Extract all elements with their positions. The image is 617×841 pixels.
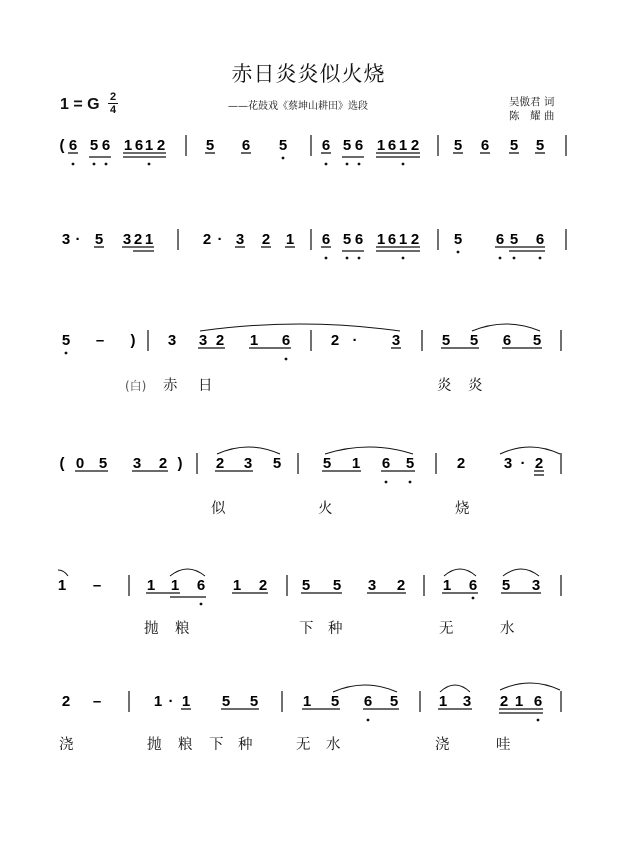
slur-arc (325, 447, 413, 454)
composer-credit: 陈 耀 曲 (509, 110, 555, 122)
octave-dot (402, 257, 405, 260)
note-digit: 1 (232, 577, 242, 594)
note-digit: 5 (535, 137, 545, 154)
octave-dot (367, 719, 370, 722)
lyric-syllable: 似 (211, 501, 226, 517)
time-denominator: 4 (109, 104, 117, 116)
note-digit: 6 (354, 137, 364, 154)
note-digit: 3 (235, 231, 245, 248)
lyricist-credit: 吴傲君 词 (509, 96, 555, 108)
note-digit: 3 (167, 332, 177, 349)
octave-dot (402, 163, 405, 166)
note-digit: – (92, 577, 102, 594)
note-digit: 2 (215, 332, 225, 349)
note-digit: 1 (144, 231, 154, 248)
note-digit: · (352, 332, 358, 349)
time-numerator: 2 (109, 91, 117, 103)
lyric-syllable: 浇 (435, 737, 450, 753)
note-digit: 3 (61, 231, 71, 248)
note-digit: 6 (321, 231, 331, 248)
note-digit: 6 (321, 137, 331, 154)
octave-dot (499, 257, 502, 260)
note-digit: 5 (332, 577, 342, 594)
note-digit: 6 (196, 577, 206, 594)
note-digit: 5 (509, 137, 519, 154)
note-digit: · (520, 455, 526, 472)
note-digit: ( (59, 137, 65, 154)
octave-dot (105, 163, 108, 166)
note-digit: 6 (533, 693, 543, 710)
note-digit: 5 (389, 693, 399, 710)
note-digit: 5 (441, 332, 451, 349)
note-digit: 6 (134, 137, 144, 154)
note-digit: 1 (146, 577, 156, 594)
note-digit: 1 (249, 332, 259, 349)
note-digit: 3 (391, 332, 401, 349)
note-digit: 3 (243, 455, 253, 472)
note-digit: 1 (144, 137, 154, 154)
note-digit: 1 (285, 231, 295, 248)
octave-dot (72, 163, 75, 166)
note-digit: 2 (258, 577, 268, 594)
note-digit: 2 (534, 455, 544, 472)
note-digit: 5 (330, 693, 340, 710)
note-digit: 2 (456, 455, 466, 472)
note-digit: 1 (442, 577, 452, 594)
octave-dot (346, 163, 349, 166)
octave-dot (472, 597, 475, 600)
note-digit: 5 (249, 693, 259, 710)
note-digit: 1 (376, 137, 386, 154)
note-digit: · (217, 231, 223, 248)
note-digit: 5 (405, 455, 415, 472)
note-digit: 6 (68, 137, 78, 154)
tie-continuation (58, 570, 68, 576)
note-digit: 2 (202, 231, 212, 248)
note-digit: · (75, 231, 81, 248)
note-digit: 3 (531, 577, 541, 594)
note-digit: 1 (123, 137, 133, 154)
slur-arc (500, 447, 560, 454)
note-digit: 3 (503, 455, 513, 472)
slur-arc (500, 683, 560, 690)
octave-dot (93, 163, 96, 166)
octave-dot (282, 157, 285, 160)
note-digit: 5 (205, 137, 215, 154)
note-digit: 5 (322, 455, 332, 472)
octave-dot (148, 163, 151, 166)
octave-dot (65, 352, 68, 355)
note-digit: 5 (453, 231, 463, 248)
spoken-marker: (白) (125, 379, 147, 393)
note-digit: 3 (462, 693, 472, 710)
note-digit: 6 (363, 693, 373, 710)
lyric-syllable: 水 (326, 737, 341, 753)
lyric-syllable: 下 (299, 621, 314, 637)
lyric-syllable: 浇 (59, 737, 74, 753)
note-digit: 6 (502, 332, 512, 349)
note-digit: 2 (156, 137, 166, 154)
slur-arc (217, 447, 280, 454)
octave-dot (358, 257, 361, 260)
lyric-syllable: 种 (328, 621, 343, 637)
octave-dot (537, 719, 540, 722)
octave-dot (409, 481, 412, 484)
note-digit: 5 (509, 231, 519, 248)
lyric-syllable: 烧 (455, 501, 470, 517)
note-digit: 6 (281, 332, 291, 349)
lyric-syllable: 日 (198, 378, 213, 394)
note-digit: 5 (532, 332, 542, 349)
note-digit: 6 (354, 231, 364, 248)
note-digit: 5 (278, 137, 288, 154)
lyric-syllable: 抛 (144, 621, 159, 637)
octave-dot (539, 257, 542, 260)
note-digit: 6 (101, 137, 111, 154)
note-digit: 6 (480, 137, 490, 154)
note-digit: 2 (410, 137, 420, 154)
lyric-syllable: 无 (439, 621, 454, 637)
lyric-syllable: 抛 (147, 737, 162, 753)
note-digit: 5 (301, 577, 311, 594)
lyric-syllable: 水 (500, 621, 515, 637)
note-digit: 1 (153, 693, 163, 710)
slur-arc (472, 324, 540, 331)
octave-dot (385, 481, 388, 484)
note-digit: 6 (468, 577, 478, 594)
note-digit: 1 (170, 577, 180, 594)
note-digit: 5 (469, 332, 479, 349)
note-digit: 2 (396, 577, 406, 594)
song-title: 赤日炎炎似火烧 (231, 62, 386, 86)
lyric-syllable: 粮 (178, 737, 193, 753)
lyric-syllable: 炎 (437, 378, 452, 394)
note-digit: 1 (438, 693, 448, 710)
lyric-syllable: 粮 (175, 621, 190, 637)
lyric-syllable: 哇 (496, 737, 511, 753)
octave-dot (513, 257, 516, 260)
note-digit: 5 (89, 137, 99, 154)
note-digit: 5 (272, 455, 282, 472)
slur-arc (440, 685, 470, 692)
note-digit: 0 (75, 455, 85, 472)
note-digit: 2 (330, 332, 340, 349)
note-digit: · (168, 693, 174, 710)
note-digit: 5 (221, 693, 231, 710)
note-digit: 1 (351, 455, 361, 472)
source-note: ——花鼓戏《蔡坤山耕田》选段 (228, 101, 368, 112)
octave-dot (358, 163, 361, 166)
note-digit: 5 (342, 231, 352, 248)
note-digit: 3 (132, 455, 142, 472)
octave-dot (200, 603, 203, 606)
octave-dot (325, 163, 328, 166)
note-digit: – (95, 332, 105, 349)
note-digit: 1 (302, 693, 312, 710)
note-digit: – (92, 693, 102, 710)
lyric-syllable: 下 (209, 737, 224, 753)
note-digit: 2 (61, 693, 71, 710)
note-digit: 5 (98, 455, 108, 472)
note-digit: 2 (215, 455, 225, 472)
note-digit: ) (177, 455, 183, 472)
lyric-syllable: 无 (296, 737, 311, 753)
note-digit: ) (130, 332, 136, 349)
octave-dot (325, 257, 328, 260)
slur-arc (503, 569, 539, 576)
note-digit: 5 (342, 137, 352, 154)
note-digit: 3 (198, 332, 208, 349)
note-digit: 1 (57, 577, 67, 594)
note-digit: 2 (158, 455, 168, 472)
note-digit: 6 (535, 231, 545, 248)
note-digit: 2 (261, 231, 271, 248)
note-digit: 3 (367, 577, 377, 594)
note-digit: 2 (499, 693, 509, 710)
slur-arc (170, 569, 205, 576)
note-digit: 1 (398, 137, 408, 154)
lyric-syllable: 炎 (468, 378, 483, 394)
note-digit: 6 (387, 137, 397, 154)
octave-dot (285, 358, 288, 361)
lyric-syllable: 赤 (163, 378, 178, 394)
key-signature: 1 = G (60, 96, 100, 113)
octave-dot (457, 251, 460, 254)
note-digit: 3 (122, 231, 132, 248)
note-digit: 5 (453, 137, 463, 154)
note-digit: 1 (398, 231, 408, 248)
note-digit: 5 (94, 231, 104, 248)
note-digit: 5 (501, 577, 511, 594)
note-digit: 2 (133, 231, 143, 248)
lyric-syllable: 火 (318, 501, 333, 517)
note-digit: 6 (495, 231, 505, 248)
note-digit: 6 (387, 231, 397, 248)
note-digit: 1 (181, 693, 191, 710)
note-digit: 6 (241, 137, 251, 154)
note-digit: 5 (61, 332, 71, 349)
note-digit: 1 (514, 693, 524, 710)
note-digit: ( (59, 455, 65, 472)
note-digit: 2 (410, 231, 420, 248)
octave-dot (346, 257, 349, 260)
slur-arc (444, 569, 476, 576)
slur-arc (200, 324, 400, 331)
lyric-syllable: 种 (238, 737, 253, 753)
note-digit: 6 (381, 455, 391, 472)
note-digit: 1 (376, 231, 386, 248)
slur-arc (333, 685, 397, 692)
